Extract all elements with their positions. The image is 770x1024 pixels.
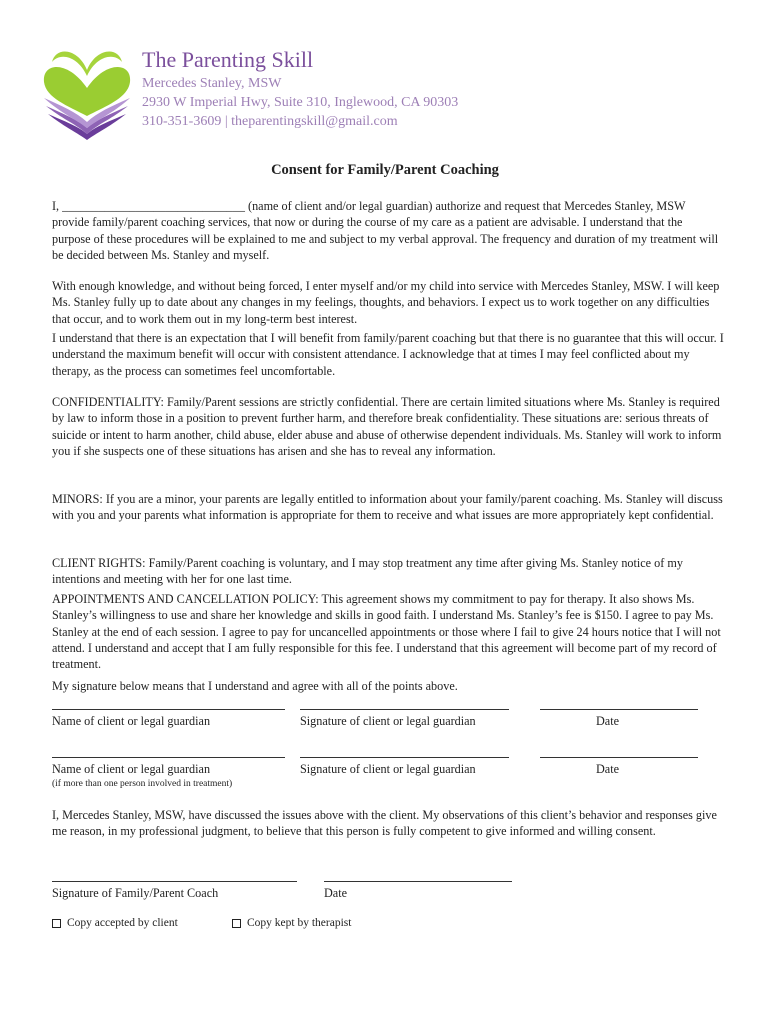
enrollment-paragraph: With enough knowledge, and without being forced, I enter myself and/or my child into service with Mercedes Stanley, MSW. I will keep Ms. Stanley fully up to date about any changes in my feelings, thoughts, and behaviors. I expect us to work together on any difficulties that occur, and to work them out in my long-term best interest. — [52, 279, 720, 326]
client-rights-paragraph: CLIENT RIGHTS: Family/Parent coaching is voluntary, and I may stop treatment any time after giving Ms. Stanley notice of my intentions and meeting with her for one last time. — [52, 556, 683, 587]
client-copy-label: Copy accepted by client — [67, 917, 178, 929]
coach-statement: I, Mercedes Stanley, MSW, have discussed the issues above with the client. My observations of this client’s behavior and responses give me reason, in my professional judgment, to believe that this person is fully competent to give informed and willing consent. — [52, 808, 717, 839]
date-line-2[interactable] — [540, 757, 698, 758]
date-label-2: Date — [596, 762, 620, 776]
expectation-paragraph: I understand that there is an expectation that I will benefit from family/parent coaching but that there is no guarantee that this will occur. I understand the maximum benefit will occur with consistent attendance. I acknowledge that at times I may feel conflicted about my therapy, as the process can sometimes feel uncomfortable. — [52, 331, 724, 378]
signature-line-1[interactable] — [300, 709, 509, 710]
multiple-persons-note: (if more than one person involved in treatment) — [52, 779, 233, 789]
name-line-2[interactable] — [52, 757, 285, 758]
name-label-2: Name of client or legal guardian — [52, 762, 211, 776]
minors-paragraph: MINORS: If you are a minor, your parents are legally entitled to information about your family/parent coaching. Ms. Stanley will discuss with you and your parents what information is appropriate for them to receive and what issues are more appropriately kept confidential. — [52, 492, 723, 523]
date-line-1[interactable] — [540, 709, 698, 710]
coach-date-label: Date — [324, 886, 348, 900]
org-header — [142, 46, 458, 131]
authorization-paragraph: I, ______________________________ (name of client and/or legal guardian) authorize and request that Mercedes Stanley, MSW provide family/parent coaching services, that now or during the course of my care as a patient are advisable. I understand that the purpose of these procedures will be explained to me and subject to my verbal approval. The frequency and duration of my treatment will be decided between Ms. Stanley and myself. — [52, 199, 719, 262]
coach-signature-label: Signature of Family/Parent Coach — [52, 886, 219, 900]
signature-line-2[interactable] — [300, 757, 509, 758]
therapist-copy-label: Copy kept by therapist — [247, 917, 352, 929]
client-copy-option[interactable] — [52, 917, 178, 929]
date-label-1: Date — [596, 714, 620, 728]
coach-date-line[interactable] — [324, 881, 512, 882]
heart-logo — [38, 40, 136, 140]
signature-label-1: Signature of client or legal guardian — [300, 714, 476, 728]
org-address: 2930 W Imperial Hwy, Suite 310, Inglewood, CA 90303 — [142, 95, 459, 110]
org-name: The Parenting Skill — [142, 47, 314, 72]
org-person: Mercedes Stanley, MSW — [142, 76, 282, 91]
therapist-copy-option[interactable] — [232, 917, 351, 929]
therapist-copy-checkbox[interactable] — [232, 919, 241, 928]
signature-label-2: Signature of client or legal guardian — [300, 762, 476, 776]
org-contact: 310-351-3609 | theparentingskill@gmail.com — [142, 114, 398, 129]
appointments-paragraph: APPOINTMENTS AND CANCELLATION POLICY: This agreement shows my commitment to pay for therapy. It also shows Ms. Stanley’s willingness to use and share her knowledge and skills in good faith. I understand Ms. Stanley’s fee is $150. I agree to pay Ms. Stanley at the end of each session. I agree to pay for uncancelled appointments or those where I fail to give 24 hours notice that I will not attend. I understand and accept that I am fully responsible for this fee. I understand that this agreement will become part of my record of treatment. — [52, 592, 721, 672]
name-line-1[interactable] — [52, 709, 285, 710]
name-label-1: Name of client or legal guardian — [52, 714, 211, 728]
confidentiality-paragraph: CONFIDENTIALITY: Family/Parent sessions are strictly confidential. There are certain limited situations where Ms. Stanley is required by law to inform those in a position to prevent further harm, and therefore break confidentiality. These situations are: serious threats of suicide or intent to harm another, child abuse, elder abuse and abuse of otherwise dependent individuals. Ms. Stanley will work to inform you if she suspects one of these situations has arisen and she has to reveal any information. — [52, 395, 722, 458]
agreement-statement: My signature below means that I understand and agree with all of the points above. — [52, 679, 458, 693]
client-copy-checkbox[interactable] — [52, 919, 61, 928]
coach-signature-line[interactable] — [52, 881, 297, 882]
document-title: Consent for Family/Parent Coaching — [271, 162, 499, 178]
